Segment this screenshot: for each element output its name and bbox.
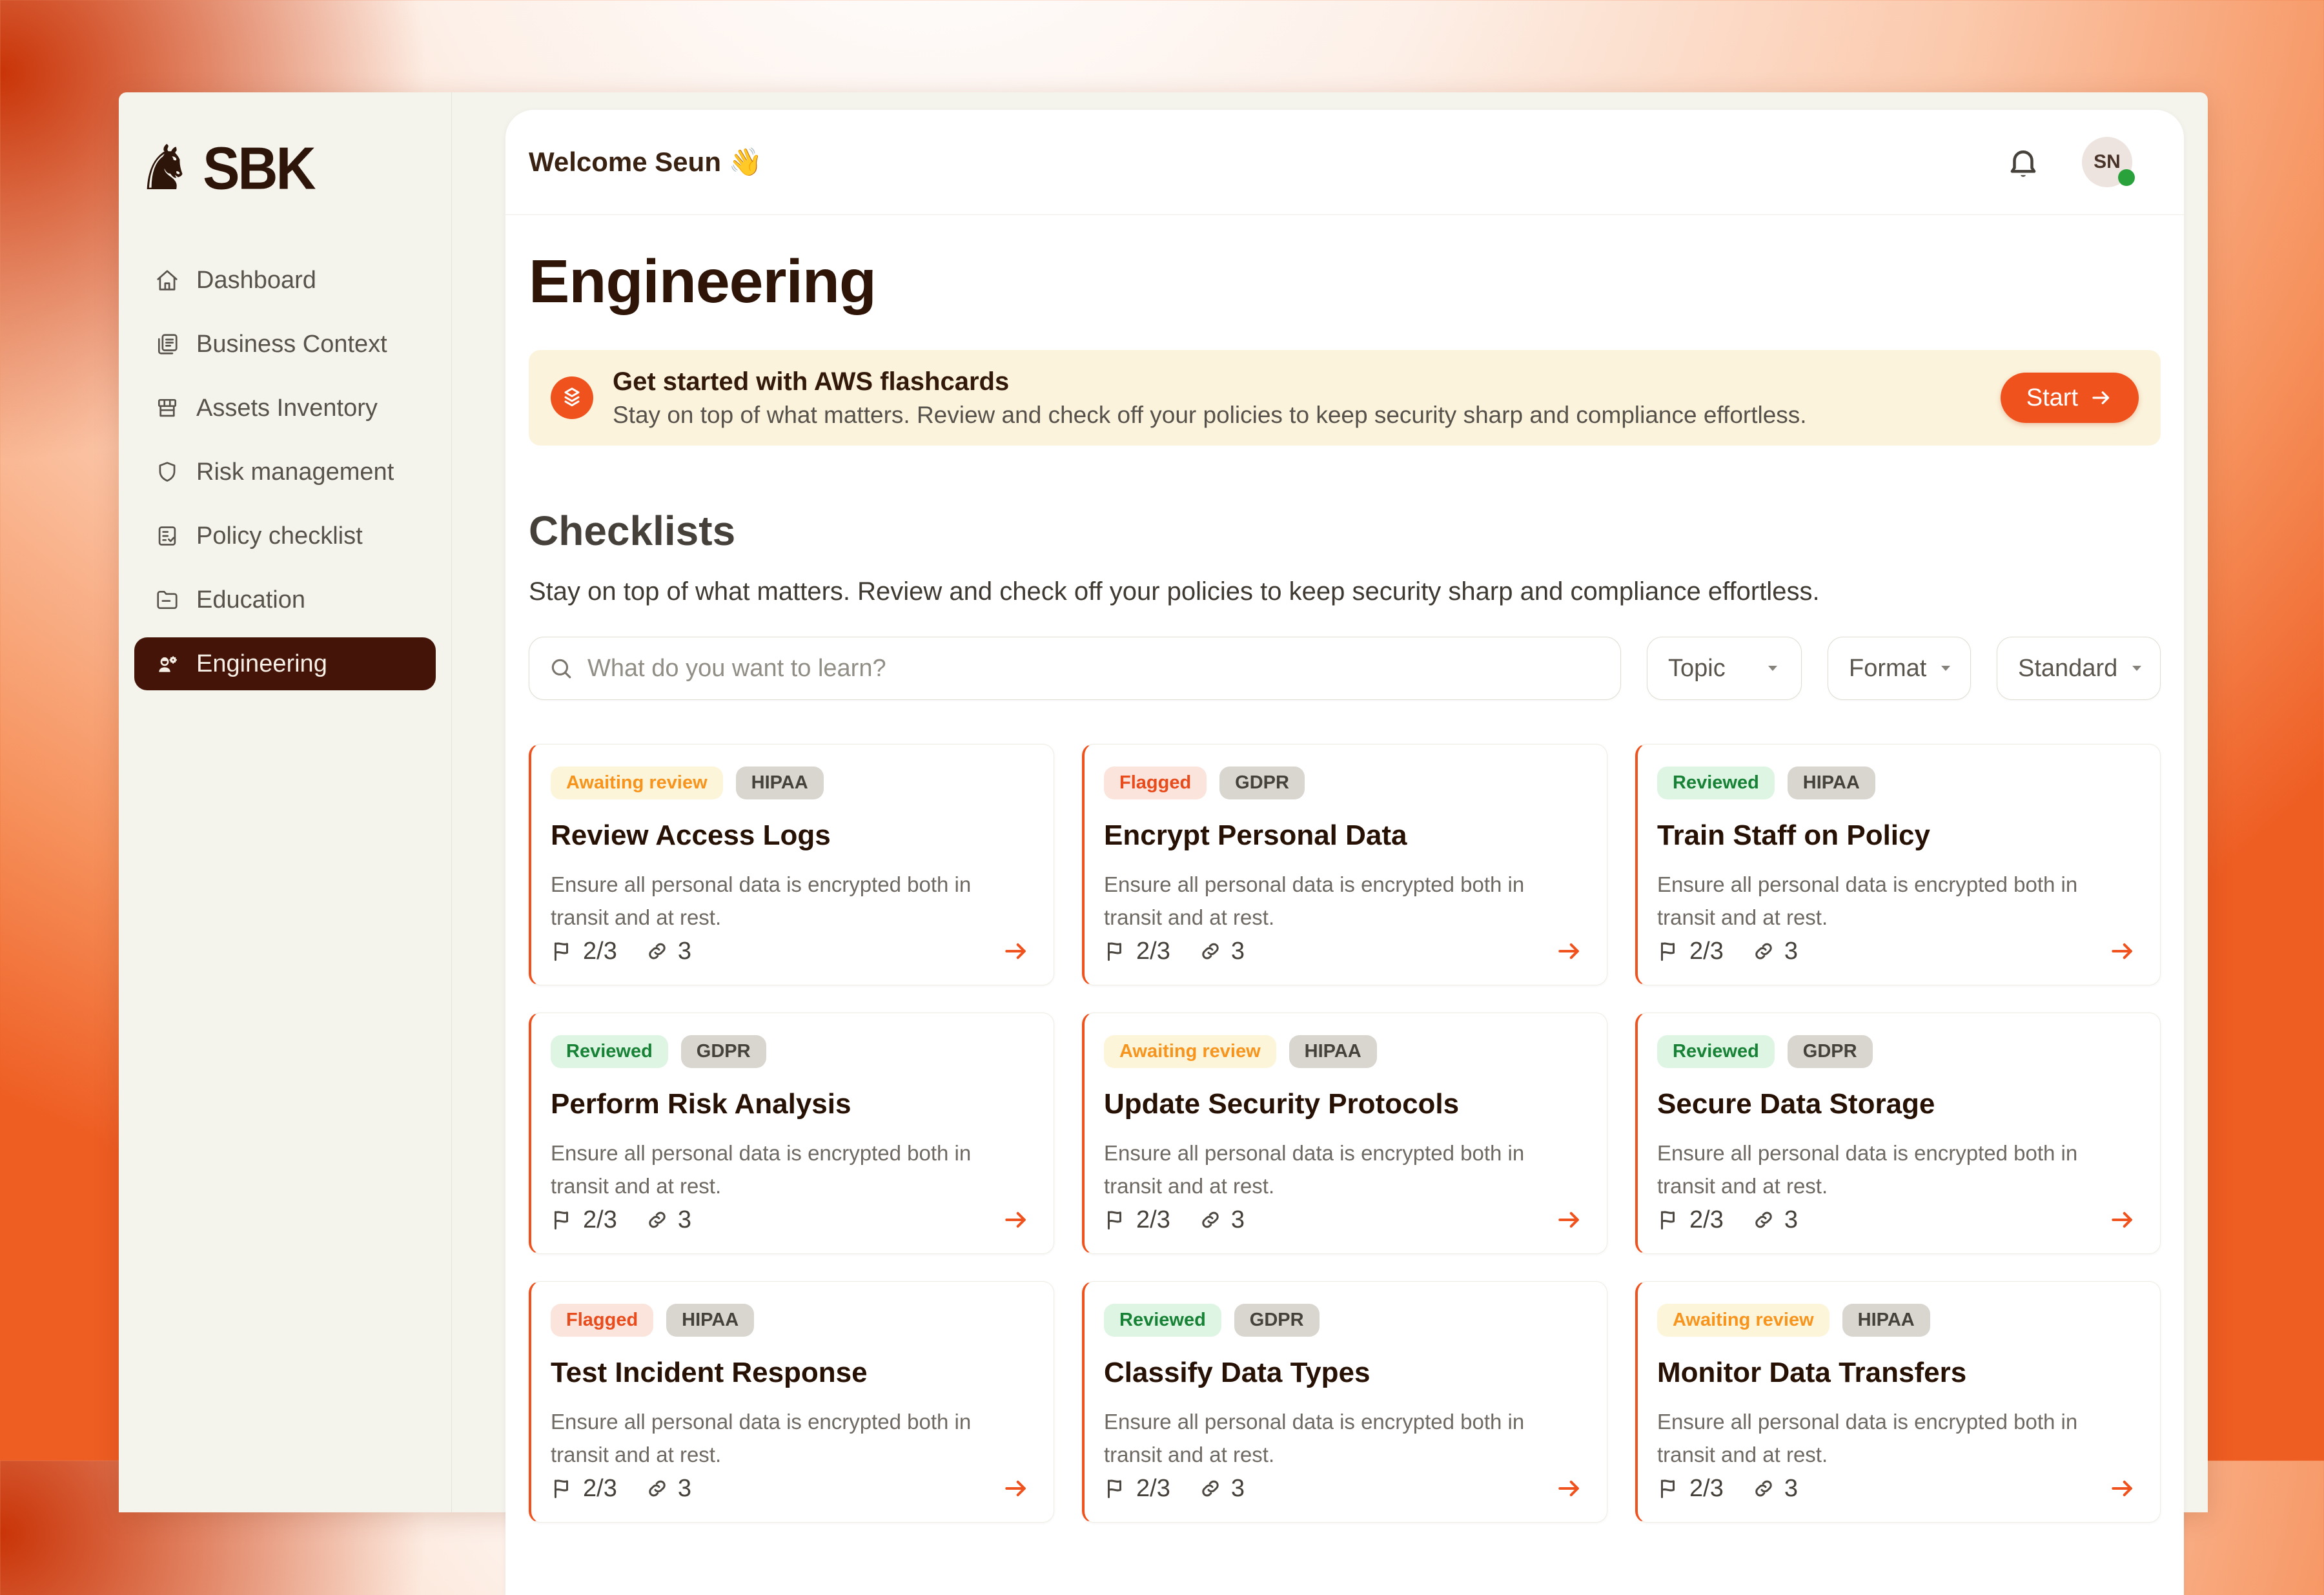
flags-count: 2/3 <box>583 1474 617 1502</box>
links-meta <box>1199 1206 1245 1234</box>
status-badge: Awaiting review <box>551 767 723 799</box>
flag-icon <box>1657 940 1680 963</box>
card-footer <box>1657 1474 2137 1503</box>
status-badge: Awaiting review <box>1657 1304 1830 1337</box>
flags-meta <box>551 938 617 965</box>
links-meta <box>1752 1206 1798 1234</box>
badge-row <box>1104 1304 1584 1337</box>
flags-meta <box>1104 938 1170 965</box>
app-panel <box>119 92 2208 1512</box>
card-description: Ensure all personal data is encrypted both in transit and at rest. <box>551 872 972 930</box>
home-icon <box>155 268 179 293</box>
checklists-heading: Checklists <box>529 508 736 554</box>
card-arrow-icon[interactable] <box>1555 937 1584 965</box>
status-badge: Reviewed <box>1657 1035 1775 1068</box>
chevron-down-icon <box>2129 661 2145 676</box>
standard-filter-dropdown[interactable] <box>1997 637 2161 700</box>
standard-badge: GDPR <box>681 1035 766 1068</box>
flashcards-banner <box>529 350 2161 446</box>
standard-badge: GDPR <box>1788 1035 1873 1068</box>
checklist-card[interactable] <box>1082 1281 1607 1523</box>
store-icon <box>155 396 179 420</box>
badge-row <box>551 1035 1030 1068</box>
standard-badge: HIPAA <box>666 1304 754 1337</box>
page-title: Engineering <box>529 247 876 316</box>
arrow-right-icon <box>2090 386 2113 409</box>
badge-row <box>1104 767 1584 799</box>
card-description: Ensure all personal data is encrypted both in transit and at rest. <box>1104 1410 1525 1467</box>
flags-meta <box>1657 938 1724 965</box>
sidebar-item-label: Dashboard <box>196 266 316 294</box>
start-button-label: Start <box>2026 384 2078 411</box>
engineer-icon <box>155 652 179 676</box>
format-filter-dropdown[interactable] <box>1828 637 1971 700</box>
link-icon <box>646 1477 669 1500</box>
flag-icon <box>551 1208 574 1231</box>
flags-count: 2/3 <box>583 1206 617 1233</box>
links-meta <box>1752 938 1798 965</box>
flag-icon <box>1104 1477 1127 1500</box>
folder-icon <box>155 588 179 612</box>
card-footer <box>1657 937 2137 965</box>
topbar <box>505 110 2184 215</box>
welcome-text: Welcome Seun 👋 <box>529 146 762 177</box>
horse-logo-icon: ♞ <box>137 134 193 203</box>
online-status-dot <box>2118 169 2135 186</box>
badge-row <box>1657 767 2137 799</box>
checklist-grid <box>529 744 2161 1523</box>
link-icon <box>646 940 669 963</box>
badge-row <box>1657 1304 2137 1337</box>
standard-badge: HIPAA <box>1289 1035 1377 1068</box>
card-footer <box>551 1474 1030 1503</box>
sidebar-item-dashboard[interactable] <box>134 254 436 307</box>
status-badge: Reviewed <box>551 1035 668 1068</box>
card-footer <box>1104 1206 1584 1234</box>
flags-meta <box>1104 1475 1170 1503</box>
sidebar-item-policy-checklist[interactable] <box>134 509 436 562</box>
sidebar-item-label: Assets Inventory <box>196 394 378 422</box>
card-footer <box>1104 937 1584 965</box>
link-icon <box>1752 1477 1775 1500</box>
sidebar-item-engineering[interactable] <box>134 637 436 690</box>
flags-meta <box>551 1206 617 1234</box>
sidebar-item-assets-inventory[interactable] <box>134 382 436 435</box>
start-button[interactable] <box>2001 373 2139 423</box>
checklist-card[interactable] <box>1635 744 2161 985</box>
checklist-card[interactable] <box>1082 1013 1607 1254</box>
flag-icon <box>1104 1208 1127 1231</box>
links-meta <box>646 938 691 965</box>
links-count: 3 <box>1230 1206 1245 1233</box>
brand-name: SBK <box>203 134 314 202</box>
card-description: Ensure all personal data is encrypted both in transit and at rest. <box>1657 1141 2078 1199</box>
flag-icon <box>1657 1477 1680 1500</box>
status-badge: Flagged <box>1104 767 1207 799</box>
card-arrow-icon[interactable] <box>2108 937 2137 965</box>
badge-row <box>551 1304 1030 1337</box>
card-arrow-icon[interactable] <box>1555 1206 1584 1234</box>
content-surface <box>505 110 2184 1595</box>
flags-meta <box>1104 1206 1170 1234</box>
checklists-toolbar <box>529 637 2161 700</box>
status-badge: Flagged <box>551 1304 653 1337</box>
card-title: Secure Data Storage <box>1657 1088 1935 1120</box>
standard-badge: GDPR <box>1219 767 1305 799</box>
card-description: Ensure all personal data is encrypted both in transit and at rest. <box>551 1410 972 1467</box>
card-description: Ensure all personal data is encrypted both in transit and at rest. <box>1104 1141 1525 1199</box>
flags-count: 2/3 <box>1136 1206 1170 1233</box>
status-badge: Awaiting review <box>1104 1035 1276 1068</box>
links-count: 3 <box>677 1206 691 1233</box>
flag-icon <box>1657 1208 1680 1231</box>
pages-icon <box>155 332 179 356</box>
topic-filter-dropdown[interactable] <box>1647 637 1802 700</box>
main-area <box>452 92 2208 1512</box>
format-filter-label: Format <box>1849 654 1927 682</box>
flags-count: 2/3 <box>1136 1474 1170 1502</box>
links-meta <box>646 1475 691 1503</box>
link-icon <box>1199 940 1222 963</box>
links-count: 3 <box>677 1474 691 1502</box>
links-count: 3 <box>677 937 691 965</box>
search-box[interactable] <box>529 637 1621 700</box>
sidebar-nav <box>134 254 436 690</box>
banner-title: Get started with AWS flashcards <box>613 367 1010 396</box>
sidebar-item-label: Risk management <box>196 458 394 486</box>
card-footer <box>1104 1474 1584 1503</box>
links-count: 3 <box>1230 1474 1245 1502</box>
flashcards-layers-icon <box>551 376 593 419</box>
card-footer <box>551 1206 1030 1234</box>
avatar[interactable] <box>2082 137 2132 187</box>
standard-badge: GDPR <box>1234 1304 1320 1337</box>
checklist-card[interactable] <box>1082 744 1607 985</box>
standard-badge: HIPAA <box>1788 767 1875 799</box>
link-icon <box>1199 1477 1222 1500</box>
links-count: 3 <box>1230 937 1245 965</box>
brand-logo[interactable] <box>134 134 436 203</box>
links-meta <box>646 1206 691 1234</box>
card-description: Ensure all personal data is encrypted both in transit and at rest. <box>1104 872 1525 930</box>
checklist-card[interactable] <box>1635 1281 2161 1523</box>
card-arrow-icon[interactable] <box>1555 1474 1584 1503</box>
link-icon <box>1199 1208 1222 1231</box>
badge-row <box>1657 1035 2137 1068</box>
card-title: Update Security Protocols <box>1104 1088 1460 1120</box>
chevron-down-icon <box>1938 661 1953 676</box>
standard-badge: HIPAA <box>736 767 824 799</box>
card-arrow-icon[interactable] <box>2108 1474 2137 1503</box>
checklist-card[interactable] <box>529 744 1054 985</box>
flags-meta <box>551 1475 617 1503</box>
links-meta <box>1199 1475 1245 1503</box>
sidebar-item-label: Education <box>196 586 306 613</box>
search-icon <box>549 656 573 681</box>
flags-meta <box>1657 1206 1724 1234</box>
notifications-bell-icon[interactable] <box>2006 145 2041 180</box>
flags-meta <box>1657 1475 1724 1503</box>
checklists-description: Stay on top of what matters. Review and check off your policies to keep security sharp and compliance effortless. <box>529 577 1820 606</box>
card-title: Encrypt Personal Data <box>1104 819 1407 851</box>
sidebar-item-risk-management[interactable] <box>134 446 436 499</box>
card-title: Train Staff on Policy <box>1657 819 1930 851</box>
flag-icon <box>551 1477 574 1500</box>
sidebar-item-label: Engineering <box>196 650 327 677</box>
card-footer <box>551 937 1030 965</box>
card-description: Ensure all personal data is encrypted both in transit and at rest. <box>1657 872 2078 930</box>
search-input[interactable] <box>587 655 1601 683</box>
link-icon <box>646 1208 669 1231</box>
card-footer <box>1657 1206 2137 1234</box>
links-count: 3 <box>1784 937 1798 965</box>
page-content <box>505 247 2184 1561</box>
links-count: 3 <box>1784 1206 1798 1233</box>
shield-icon <box>155 460 179 484</box>
status-badge: Reviewed <box>1657 767 1775 799</box>
standard-badge: HIPAA <box>1842 1304 1930 1337</box>
sidebar-item-label: Policy checklist <box>196 522 363 550</box>
flag-icon <box>551 940 574 963</box>
flags-count: 2/3 <box>1136 937 1170 965</box>
link-icon <box>1752 940 1775 963</box>
avatar-initials: SN <box>2094 151 2121 172</box>
card-arrow-icon[interactable] <box>1002 937 1030 965</box>
checklist-card[interactable] <box>1635 1013 2161 1254</box>
sidebar-item-label: Business Context <box>196 330 387 358</box>
links-meta <box>1199 938 1245 965</box>
card-description: Ensure all personal data is encrypted both in transit and at rest. <box>551 1141 972 1199</box>
sidebar <box>119 92 452 1512</box>
card-arrow-icon[interactable] <box>1002 1474 1030 1503</box>
card-title: Perform Risk Analysis <box>551 1088 851 1120</box>
badge-row <box>1104 1035 1584 1068</box>
card-arrow-icon[interactable] <box>2108 1206 2137 1234</box>
banner-description: Stay on top of what matters. Review and check off your policies to keep security sharp and compliance effortless. <box>613 401 1807 428</box>
flags-count: 2/3 <box>1689 937 1724 965</box>
standard-filter-label: Standard <box>2018 654 2118 682</box>
flags-count: 2/3 <box>583 937 617 965</box>
card-title: Test Incident Response <box>551 1357 868 1388</box>
card-title: Review Access Logs <box>551 819 831 851</box>
flag-icon <box>1104 940 1127 963</box>
link-icon <box>1752 1208 1775 1231</box>
card-title: Classify Data Types <box>1104 1357 1371 1388</box>
flags-count: 2/3 <box>1689 1206 1724 1233</box>
links-meta <box>1752 1475 1798 1503</box>
status-badge: Reviewed <box>1104 1304 1221 1337</box>
flags-count: 2/3 <box>1689 1474 1724 1502</box>
badge-row <box>551 767 1030 799</box>
sidebar-item-education[interactable] <box>134 573 436 626</box>
sidebar-item-business-context[interactable] <box>134 318 436 371</box>
clipboard-check-icon <box>155 524 179 548</box>
checklist-card[interactable] <box>529 1281 1054 1523</box>
card-arrow-icon[interactable] <box>1002 1206 1030 1234</box>
chevron-down-icon <box>1765 661 1780 676</box>
links-count: 3 <box>1784 1474 1798 1502</box>
checklist-card[interactable] <box>529 1013 1054 1254</box>
card-description: Ensure all personal data is encrypted both in transit and at rest. <box>1657 1410 2078 1467</box>
card-title: Monitor Data Transfers <box>1657 1357 1967 1388</box>
topic-filter-label: Topic <box>1668 654 1726 682</box>
